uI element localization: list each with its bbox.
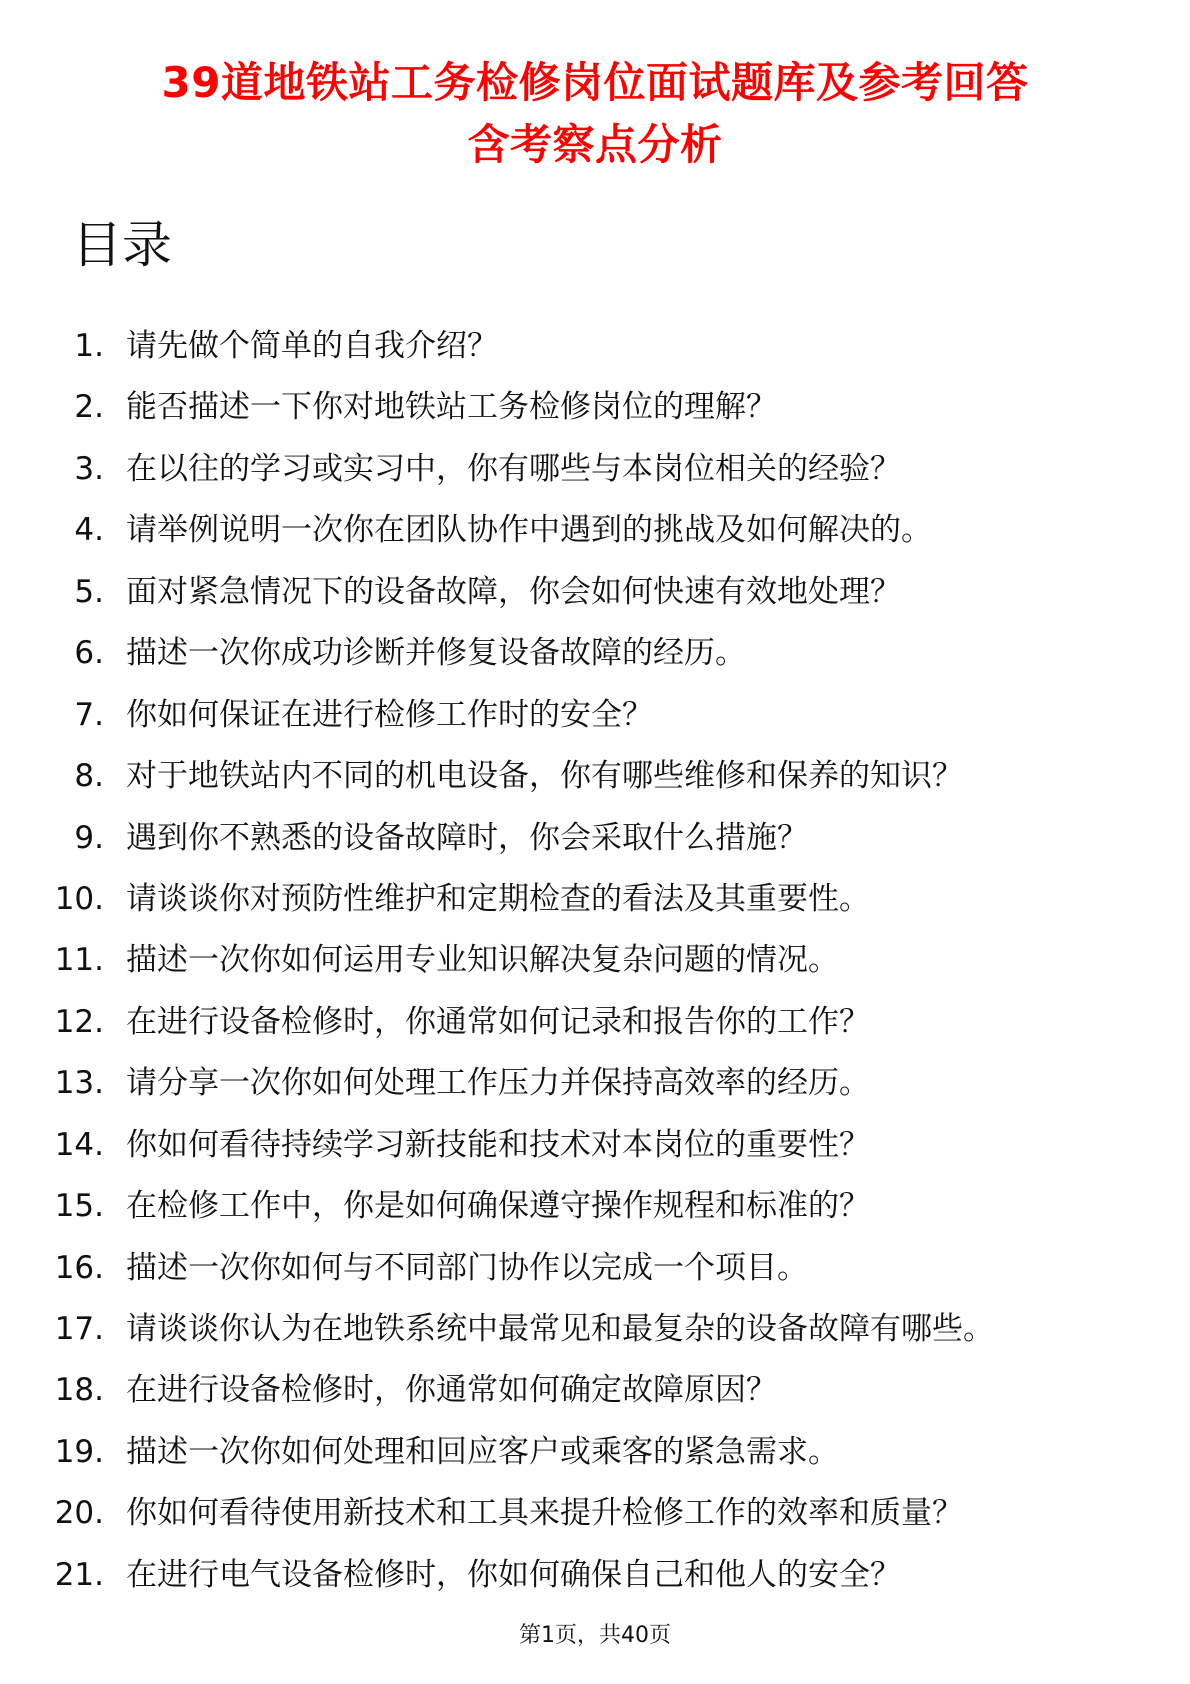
toc-heading: 目录 — [72, 216, 172, 274]
toc-item — [0, 1238, 1190, 1299]
toc-item-text: 描述一次你如何与不同部门协作以完成一个项目。 — [126, 1249, 808, 1286]
toc-item-number: 18. — [54, 1372, 104, 1409]
toc-item — [0, 930, 1190, 991]
toc-item — [0, 1360, 1190, 1421]
toc-item-text: 请举例说明一次你在团队协作中遇到的挑战及如何解决的。 — [126, 512, 932, 549]
toc-item — [0, 623, 1190, 684]
toc-item — [0, 685, 1190, 746]
toc-item-text: 你如何保证在进行检修工作时的安全？ — [126, 696, 653, 733]
toc-item-number: 12. — [54, 1003, 104, 1040]
toc-item — [0, 1053, 1190, 1114]
toc-item-text: 描述一次你成功诊断并修复设备故障的经历。 — [126, 635, 746, 672]
toc-item-text: 你如何看待持续学习新技能和技术对本岗位的重要性？ — [126, 1126, 870, 1163]
toc-item-number: 20. — [54, 1495, 104, 1532]
toc-item-text: 请谈谈你认为在地铁系统中最常见和最复杂的设备故障有哪些。 — [126, 1311, 994, 1347]
toc-item — [0, 1115, 1190, 1176]
toc-item — [0, 808, 1190, 869]
toc-item-text: 请分享一次你如何处理工作压力并保持高效率的经历。 — [126, 1065, 870, 1102]
toc-item-text: 在检修工作中，你是如何确保遵守操作规程和标准的？ — [126, 1188, 870, 1225]
toc-item — [0, 1176, 1190, 1237]
toc-item-text: 在进行设备检修时，你通常如何确定故障原因？ — [126, 1372, 777, 1409]
toc-item — [0, 869, 1190, 930]
toc-item-text: 面对紧急情况下的设备故障，你会如何快速有效地处理？ — [126, 573, 901, 610]
toc-item-text: 描述一次你如何处理和回应客户或乘客的紧急需求。 — [126, 1433, 839, 1470]
toc-item — [0, 500, 1190, 561]
toc-item-number: 16. — [54, 1249, 104, 1286]
document-title-line-1: 39道地铁站工务检修岗位面试题库及参考回答 — [161, 58, 1029, 107]
document-title — [60, 52, 1130, 176]
toc-item-text: 请先做个简单的自我介绍？ — [126, 328, 498, 364]
toc-item-number: 17. — [54, 1311, 104, 1347]
toc-item-text: 描述一次你如何运用专业知识解决复杂问题的情况。 — [126, 942, 839, 979]
toc-item-number: 6. — [74, 635, 104, 672]
toc-item-number: 10. — [54, 880, 104, 917]
page-footer: 第1页，共40页 — [519, 1623, 671, 1648]
toc-item — [0, 316, 1190, 377]
toc-item — [0, 1545, 1190, 1606]
toc-item-number: 3. — [74, 450, 104, 487]
toc-item — [0, 439, 1190, 500]
toc-item-text: 在进行电气设备检修时，你如何确保自己和他人的安全？ — [126, 1556, 901, 1593]
toc-item — [0, 377, 1190, 438]
toc-item-number: 14. — [54, 1126, 104, 1163]
toc-item-number: 21. — [54, 1556, 104, 1593]
document-title-line-2: 含考察点分析 — [467, 120, 723, 169]
toc-item-number: 7. — [74, 696, 104, 733]
toc-item-number: 5. — [74, 573, 104, 610]
toc-item — [0, 1422, 1190, 1483]
toc-item — [0, 746, 1190, 807]
toc-item-number: 15. — [54, 1188, 104, 1225]
toc-item — [0, 562, 1190, 623]
toc-item-number: 4. — [74, 512, 104, 549]
toc-item-number: 13. — [54, 1065, 104, 1102]
toc-item-number: 19. — [54, 1433, 104, 1470]
toc-item-number: 11. — [54, 942, 104, 979]
toc-list — [0, 316, 1190, 1606]
toc-item-text: 在进行设备检修时，你通常如何记录和报告你的工作？ — [126, 1003, 870, 1040]
toc-item-text: 请谈谈你对预防性维护和定期检查的看法及其重要性。 — [126, 880, 870, 917]
toc-item-text: 你如何看待使用新技术和工具来提升检修工作的效率和质量？ — [126, 1495, 963, 1532]
toc-item-number: 1. — [74, 328, 104, 364]
toc-item — [0, 992, 1190, 1053]
toc-item-text: 遇到你不熟悉的设备故障时，你会采取什么措施？ — [126, 819, 808, 856]
toc-item — [0, 1483, 1190, 1544]
toc-item-number: 8. — [74, 758, 104, 795]
toc-item-text: 对于地铁站内不同的机电设备，你有哪些维修和保养的知识？ — [126, 758, 963, 795]
toc-item — [0, 1299, 1190, 1360]
toc-item-text: 在以往的学习或实习中，你有哪些与本岗位相关的经验？ — [126, 450, 901, 487]
toc-item-number: 9. — [74, 819, 104, 856]
toc-item-text: 能否描述一下你对地铁站工务检修岗位的理解？ — [126, 389, 777, 426]
toc-item-number: 2. — [74, 389, 104, 426]
